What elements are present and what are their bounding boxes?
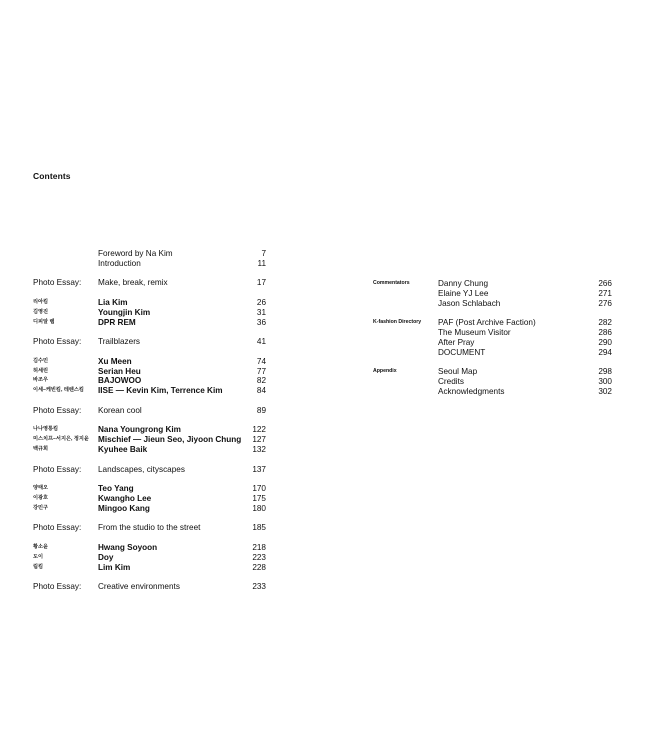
toc-entry-title: Introduction xyxy=(98,258,141,268)
toc-entry-title: Youngjin Kim xyxy=(98,307,151,317)
toc-row[interactable] xyxy=(373,328,623,338)
section-spacer xyxy=(33,514,273,524)
toc-page-number: 74 xyxy=(256,356,266,366)
toc-entry-title: Foreword by Na Kim xyxy=(98,249,173,258)
toc-page-number: 233 xyxy=(252,582,266,592)
toc-row[interactable] xyxy=(33,386,273,396)
section-spacer xyxy=(33,327,273,337)
toc-page-number: 31 xyxy=(256,307,266,317)
toc-section-label: 백규희 xyxy=(33,445,49,452)
toc-section-label: 디피알 렘 xyxy=(33,318,55,325)
toc-entry-title: Danny Chung xyxy=(438,279,489,288)
toc-entry-title: Seoul Map xyxy=(438,367,478,377)
toc-entry-title: Mischief — Jieun Seo, Jiyoon Chung xyxy=(98,435,242,445)
toc-section-label: Photo Essay: xyxy=(33,464,82,474)
toc-row[interactable] xyxy=(33,367,273,377)
toc-page-number: 127 xyxy=(252,435,266,445)
toc-row[interactable] xyxy=(33,298,273,308)
toc-row[interactable] xyxy=(33,553,273,563)
toc-entry-title: Acknowledgments xyxy=(438,386,505,396)
toc-entry-title: Landscapes, cityscapes xyxy=(98,464,185,474)
toc-section-label: 도이 xyxy=(33,553,44,560)
toc-entry-title: Elaine YJ Lee xyxy=(438,288,489,298)
toc-section-label: 바조우 xyxy=(33,377,49,384)
toc-section-label: Photo Essay: xyxy=(33,582,82,592)
toc-page-number: 132 xyxy=(252,444,266,454)
toc-page-number: 271 xyxy=(598,288,612,298)
toc-section-label: 황소윤 xyxy=(33,543,49,550)
toc-page-number: 7 xyxy=(261,249,266,258)
toc-page-number: 300 xyxy=(598,376,612,386)
toc-section-label: 강민구 xyxy=(33,504,49,511)
toc-row[interactable] xyxy=(373,318,623,328)
toc-entry-title: DOCUMENT xyxy=(438,347,486,357)
toc-page-number: 17 xyxy=(256,278,266,288)
toc-page-number: 276 xyxy=(598,298,612,308)
toc-page-number: 170 xyxy=(252,484,266,494)
toc-row[interactable] xyxy=(33,357,273,367)
toc-entry-title: Teo Yang xyxy=(98,484,134,494)
toc-row[interactable] xyxy=(373,387,623,397)
toc-row[interactable] xyxy=(373,348,623,358)
toc-page-number: 294 xyxy=(598,347,612,357)
toc-page-number: 84 xyxy=(256,386,266,396)
toc-page-number: 11 xyxy=(257,258,266,268)
toc-page-number: 282 xyxy=(598,318,612,328)
contents-heading: Contents xyxy=(33,171,71,181)
toc-entry-title: Serian Heu xyxy=(98,366,141,376)
toc-row[interactable] xyxy=(33,249,273,259)
toc-row[interactable] xyxy=(33,445,273,455)
toc-page-number: 36 xyxy=(256,317,266,327)
section-spacer xyxy=(33,533,273,543)
toc-page-number: 122 xyxy=(252,425,266,435)
toc-row[interactable] xyxy=(33,543,273,553)
toc-section-label: Photo Essay: xyxy=(33,523,82,533)
toc-section-label: 이광호 xyxy=(33,494,49,501)
toc-row[interactable] xyxy=(373,289,623,299)
toc-entry-title: Trailblazers xyxy=(98,337,141,347)
toc-entry-title: Lia Kim xyxy=(98,297,128,307)
toc-row[interactable] xyxy=(373,338,623,348)
section-spacer xyxy=(33,396,273,406)
toc-section-label: 허세린 xyxy=(33,367,49,374)
toc-page-number: 298 xyxy=(598,367,612,377)
toc-page-number: 26 xyxy=(256,297,266,307)
toc-entry-title: Lim Kim xyxy=(98,562,131,572)
toc-page-number: 185 xyxy=(252,523,266,533)
toc-row[interactable] xyxy=(33,523,273,533)
toc-entry-title: Xu Meen xyxy=(98,356,132,366)
toc-row[interactable] xyxy=(33,406,273,416)
toc-page-number: 137 xyxy=(252,464,266,474)
toc-row[interactable] xyxy=(33,259,273,269)
toc-page-number: 175 xyxy=(252,493,266,503)
toc-row[interactable] xyxy=(33,376,273,386)
toc-section-label: 리아킴 xyxy=(33,298,49,305)
toc-row[interactable] xyxy=(33,318,273,328)
toc-row[interactable] xyxy=(33,563,273,573)
toc-page-number: 180 xyxy=(252,503,266,513)
toc-entry-title: IISE — Kevin Kim, Terrence Kim xyxy=(98,386,223,396)
toc-entry-title: The Museum Visitor xyxy=(438,327,511,337)
toc-entry-title: Mingoo Kang xyxy=(98,503,150,513)
toc-entry-title: Hwang Soyoon xyxy=(98,542,158,552)
toc-row[interactable] xyxy=(33,425,273,435)
toc-section-label: 나나영롱킴 xyxy=(33,426,59,433)
toc-entry-title: Nana Youngrong Kim xyxy=(98,425,181,435)
toc-section-label: K-fashion Directory xyxy=(373,319,422,326)
toc-entry-title: BAJOWOO xyxy=(98,376,142,386)
toc-row[interactable] xyxy=(373,299,623,309)
toc-entry-title: After Pray xyxy=(438,337,475,347)
toc-entry-title: DPR REM xyxy=(98,317,136,327)
toc-page-number: 223 xyxy=(252,552,266,562)
toc-right-column xyxy=(373,279,623,397)
toc-entry-title: Make, break, remix xyxy=(98,278,168,288)
section-spacer xyxy=(33,474,273,484)
toc-section-label: 미스치프–서지은, 정지윤 xyxy=(33,436,89,443)
toc-row[interactable] xyxy=(33,582,273,592)
toc-page-number: 89 xyxy=(256,405,266,415)
toc-section-label: Photo Essay: xyxy=(33,278,82,288)
toc-entry-title: Korean cool xyxy=(98,405,142,415)
toc-page-number: 302 xyxy=(598,386,612,396)
toc-section-label: 림킴 xyxy=(33,563,44,570)
toc-row[interactable] xyxy=(33,494,273,504)
toc-section-label: 양태오 xyxy=(33,485,49,492)
toc-entry-title: Jason Schlabach xyxy=(438,298,501,308)
toc-entry-title: Kwangho Lee xyxy=(98,493,152,503)
section-spacer xyxy=(33,347,273,357)
toc-entry-title: Doy xyxy=(98,552,114,562)
toc-section-label: Appendix xyxy=(373,368,397,375)
toc-row[interactable] xyxy=(33,465,273,475)
toc-row[interactable] xyxy=(33,435,273,445)
toc-row[interactable] xyxy=(33,337,273,347)
section-spacer xyxy=(373,308,623,318)
toc-left-column xyxy=(33,249,273,592)
toc-section-label: Commentators xyxy=(373,280,410,286)
toc-page-number: 290 xyxy=(598,337,612,347)
toc-row[interactable] xyxy=(373,279,623,289)
toc-section-label: Photo Essay: xyxy=(33,337,82,347)
toc-row[interactable] xyxy=(33,278,273,288)
toc-row[interactable] xyxy=(33,308,273,318)
section-spacer xyxy=(373,357,623,367)
section-spacer xyxy=(33,288,273,298)
toc-entry-title: From the studio to the street xyxy=(98,523,201,533)
toc-page-number: 77 xyxy=(256,366,266,376)
toc-entry-title: Kyuhee Baik xyxy=(98,444,148,454)
toc-row[interactable] xyxy=(33,504,273,514)
toc-page-number: 218 xyxy=(252,542,266,552)
toc-row[interactable] xyxy=(33,484,273,494)
section-spacer xyxy=(33,455,273,465)
toc-section-label: 김수민 xyxy=(33,357,49,364)
toc-section-label: 김영진 xyxy=(33,308,49,315)
toc-entry-title: PAF (Post Archive Faction) xyxy=(438,318,536,328)
toc-entry-title: Credits xyxy=(438,376,464,386)
toc-row[interactable] xyxy=(373,377,623,387)
section-spacer xyxy=(33,269,273,279)
toc-row[interactable] xyxy=(373,367,623,377)
toc-entry-title: Creative environments xyxy=(98,582,180,592)
toc-page-number: 41 xyxy=(256,337,266,347)
section-spacer xyxy=(33,416,273,426)
toc-page-number: 228 xyxy=(252,562,266,572)
toc-page-number: 82 xyxy=(256,376,266,386)
toc-page-number: 286 xyxy=(598,327,612,337)
toc-section-label: 이세–케빈킴, 테렌스킴 xyxy=(33,387,84,394)
toc-page-number: 266 xyxy=(598,279,612,288)
toc-section-label: Photo Essay: xyxy=(33,405,82,415)
section-spacer xyxy=(33,572,273,582)
